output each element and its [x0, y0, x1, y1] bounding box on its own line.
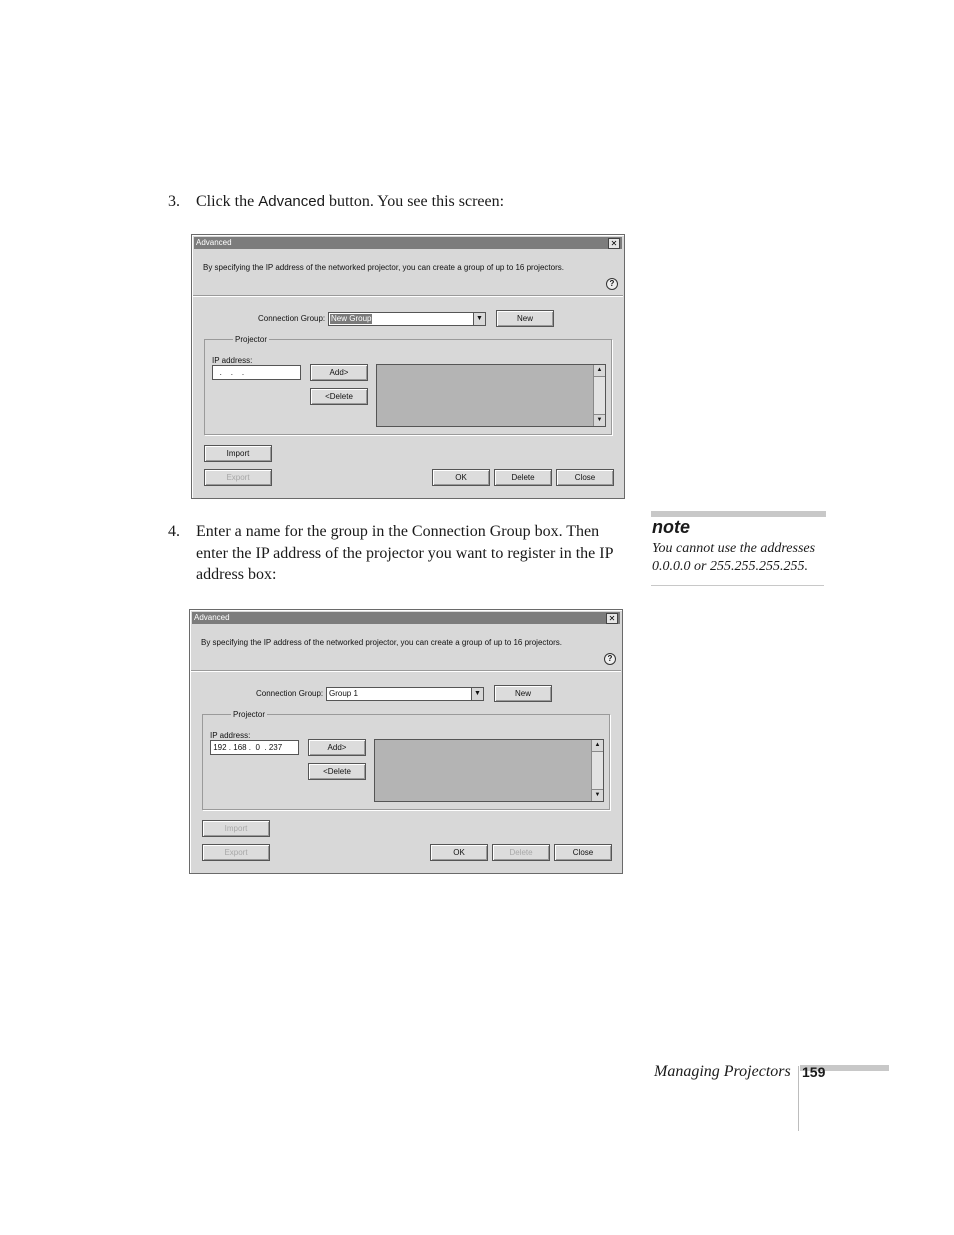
- divider: [193, 295, 623, 297]
- chevron-down-icon[interactable]: ▼: [473, 313, 485, 325]
- export-button[interactable]: Export: [204, 469, 272, 486]
- dialog-description: By specifying the IP address of the networked projector, you can create a group of up to 16 projectors.: [203, 263, 564, 272]
- delete-button[interactable]: Delete: [494, 469, 552, 486]
- connection-group-combobox[interactable]: [328, 312, 486, 326]
- connection-group-label: Connection Group:: [256, 689, 324, 698]
- scroll-up-icon[interactable]: ▲: [592, 740, 603, 752]
- dialog-title: Advanced: [196, 238, 232, 247]
- connection-group-value[interactable]: Group 1: [329, 689, 358, 698]
- close-icon[interactable]: ✕: [606, 613, 618, 624]
- page-number: 159: [802, 1064, 826, 1080]
- chevron-down-icon[interactable]: ▼: [471, 688, 483, 700]
- dialog-description: By specifying the IP address of the networked projector, you can create a group of up to 16 projectors.: [201, 638, 562, 647]
- new-button[interactable]: New: [496, 310, 554, 327]
- step-number: 3.: [168, 193, 180, 210]
- ok-button[interactable]: OK: [432, 469, 490, 486]
- ip-address-label: IP address:: [212, 356, 253, 365]
- projector-group-label: Projector: [233, 710, 266, 719]
- ok-button[interactable]: OK: [430, 844, 488, 861]
- close-button[interactable]: Close: [554, 844, 612, 861]
- connection-group-label: Connection Group:: [258, 314, 326, 323]
- note-rule: [651, 585, 824, 586]
- step-line: address box:: [196, 566, 277, 583]
- connection-group-value[interactable]: New Group: [331, 314, 372, 323]
- ip-address-input[interactable]: 192 . 168 . 0 . 237: [210, 740, 299, 755]
- ip-address-label: IP address:: [210, 731, 251, 740]
- projector-list[interactable]: [376, 364, 606, 427]
- add-button[interactable]: Add>: [310, 364, 368, 381]
- dialog-title: Advanced: [194, 613, 230, 622]
- step-text-after: button. You see this screen:: [324, 193, 505, 210]
- close-icon[interactable]: ✕: [608, 238, 620, 249]
- projector-list[interactable]: [374, 739, 604, 802]
- note-line: You cannot use the addresses: [652, 541, 816, 556]
- remove-delete-button[interactable]: <Delete: [308, 763, 366, 780]
- export-button[interactable]: Export: [202, 844, 270, 861]
- step-text: [196, 521, 636, 586]
- step-4: [168, 521, 638, 587]
- remove-delete-button[interactable]: <Delete: [310, 388, 368, 405]
- delete-button[interactable]: Delete: [492, 844, 550, 861]
- note-body: [652, 540, 832, 575]
- note-line: 0.0.0.0 or 255.255.255.255.: [652, 558, 808, 574]
- scrollbar[interactable]: [593, 365, 605, 426]
- step-number: 4.: [168, 523, 180, 540]
- advanced-button-name: Advanced: [258, 193, 325, 210]
- new-button[interactable]: New: [494, 685, 552, 702]
- scrollbar[interactable]: [591, 740, 603, 801]
- import-button[interactable]: Import: [202, 820, 270, 837]
- help-icon[interactable]: ?: [604, 653, 616, 665]
- advanced-dialog-2: [189, 609, 623, 874]
- help-icon[interactable]: ?: [606, 278, 618, 290]
- add-button[interactable]: Add>: [308, 739, 366, 756]
- projector-group-label: Projector: [235, 335, 268, 344]
- step-text-before: Click the: [196, 193, 259, 210]
- advanced-dialog-1: [191, 234, 625, 499]
- step-text: [196, 191, 504, 213]
- connection-group-combobox[interactable]: [326, 687, 484, 701]
- step-line: Enter a name for the group in the Connection Group box. Then: [196, 523, 600, 540]
- dialog-titlebar: [194, 237, 622, 249]
- scroll-up-icon[interactable]: ▲: [594, 365, 605, 377]
- note-title: note: [652, 517, 690, 537]
- step-line: enter the IP address of the projector you want to register in the IP: [196, 544, 614, 562]
- footer-rule: [798, 1066, 799, 1131]
- import-button[interactable]: Import: [204, 445, 272, 462]
- scroll-down-icon[interactable]: ▼: [592, 789, 603, 801]
- ip-address-input[interactable]: . . .: [212, 365, 301, 380]
- dialog-titlebar: [192, 612, 620, 624]
- scroll-down-icon[interactable]: ▼: [594, 414, 605, 426]
- footer-section-title: Managing Projectors: [654, 1063, 791, 1080]
- close-button[interactable]: Close: [556, 469, 614, 486]
- step-3: [168, 191, 628, 213]
- divider: [191, 670, 621, 672]
